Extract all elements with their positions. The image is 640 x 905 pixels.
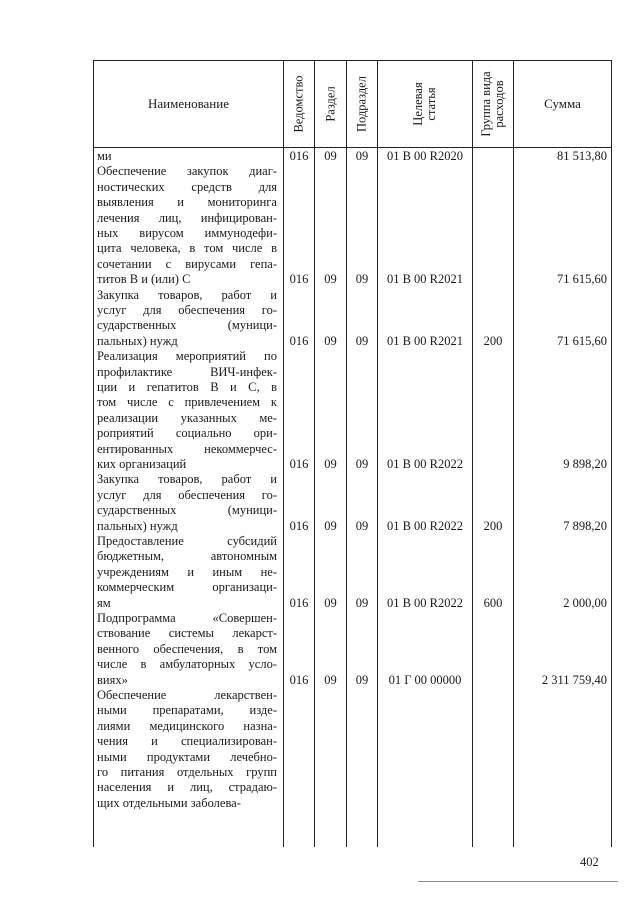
header-grp-line-2: расходов (492, 80, 506, 128)
row-name-line: сударственных (муници- (97, 503, 277, 518)
cell-sum: 9 898,20 (563, 457, 607, 471)
cell-ved: 016 (289, 595, 309, 610)
header-sum (514, 61, 611, 147)
row-name-line: сударственных (муници- (97, 318, 277, 333)
row-name-line: профилактике ВИЧ-инфек- (97, 364, 277, 379)
cell-sum: 2 311 759,40 (541, 672, 607, 687)
cell-razd: 09 (324, 672, 337, 687)
cell-cel: 01 Г 00 00000 (388, 672, 462, 687)
row-name-line: пальных) нужд (97, 518, 178, 533)
cell-sum: 71 615,60 (557, 333, 607, 348)
header-divider (93, 147, 612, 148)
row-name-line: титов В и (или) С (97, 272, 191, 287)
row-name-line: лечения лиц, инфицирован- (97, 210, 277, 225)
cell-cel: 01 В 00 R2021 (386, 333, 464, 348)
header-cel (378, 61, 472, 147)
row-name-line: Закупка товаров, работ и (97, 472, 277, 487)
cell-ved: 016 (289, 149, 309, 163)
cell-razd: 09 (324, 272, 337, 287)
row-name-line: том числе с привлечением к (97, 395, 277, 410)
column-divider (346, 60, 347, 847)
row-name-line: ствование системы лекарст- (97, 626, 277, 641)
row-name-line: сочетании с вирусами гепа- (97, 256, 277, 271)
row-name-line: виях» (97, 672, 128, 687)
table-border-left (93, 60, 94, 847)
row-name-line: цита человека, в том числе в (97, 241, 277, 256)
column-divider (513, 60, 514, 847)
cell-grp: 600 (483, 595, 503, 610)
cell-podr: 09 (355, 518, 369, 533)
row-name-line: ностических средств для (97, 179, 277, 194)
header-grp-line-1: Группа вида (479, 71, 493, 137)
cell-sum: 81 513,80 (557, 149, 607, 163)
row-name (97, 688, 277, 811)
header-podr-label: Подраздел (354, 76, 369, 132)
header-razd (315, 61, 346, 147)
row-name-line: Подпрограмма «Совершен- (97, 611, 277, 625)
row-name-line: коммерческим организаци- (97, 580, 277, 595)
cell-grp: 200 (483, 518, 503, 533)
table-border-right (611, 60, 612, 847)
cell-razd: 09 (324, 149, 337, 163)
cell-ved: 016 (289, 672, 309, 687)
row-name (97, 611, 277, 688)
cell-podr: 09 (355, 595, 369, 610)
row-name-line: ции и гепатитов В и С, в (97, 380, 277, 394)
column-divider (377, 60, 378, 847)
page-number: 402 (580, 855, 599, 869)
row-name (97, 472, 277, 534)
row-name-line: ми (97, 149, 112, 163)
cell-podr: 09 (355, 457, 369, 471)
row-name-line: услуг для обеспечения го- (97, 487, 277, 502)
row-name-line: Предоставление субсидий (97, 534, 277, 548)
cell-sum: 7 898,20 (563, 518, 607, 533)
header-cel-label (412, 82, 438, 125)
row-name-line: числе в амбулаторных усло- (97, 657, 277, 672)
header-sum-label: Сумма (544, 96, 581, 111)
row-name-line: ными препаратами, изде- (97, 703, 277, 718)
cell-cel: 01 В 00 R2022 (386, 595, 464, 610)
cell-grp: 200 (483, 333, 503, 348)
cell-sum: 2 000,00 (563, 595, 607, 610)
cell-cel: 01 В 00 R2021 (386, 272, 464, 287)
row-name-line: бюджетным, автономным (97, 549, 277, 564)
row-name-line: ных вирусом иммунодефи- (97, 226, 277, 241)
row-name-line: ям (97, 595, 111, 610)
row-name-line: реализации указанных ме- (97, 410, 277, 425)
row-name-line: венного обеспечения, в том (97, 641, 277, 656)
row-name-line: щих отдельными заболева- (97, 795, 241, 810)
cell-sum: 71 615,60 (557, 272, 607, 287)
row-name-line: ких организаций (97, 457, 187, 472)
cell-ved: 016 (289, 272, 309, 287)
row-name-line: ными продуктами лечебно- (97, 749, 277, 764)
header-ved (284, 61, 314, 147)
header-name-label: Наименование (148, 96, 229, 111)
column-divider (472, 60, 473, 847)
cell-cel: 01 В 00 R2022 (386, 518, 464, 533)
row-name-line: ентированных некоммерчес- (97, 441, 277, 456)
row-name (97, 534, 277, 611)
row-name-line: лиями медицинского назна- (97, 718, 277, 733)
cell-podr: 09 (355, 672, 369, 687)
cell-cel: 01 В 00 R2020 (386, 149, 464, 163)
cell-razd: 09 (324, 457, 337, 471)
row-name (97, 288, 277, 350)
row-name-line: Закупка товаров, работ и (97, 287, 277, 302)
row-name-line: Обеспечение закупок диаг- (97, 164, 277, 179)
row-name (97, 164, 277, 287)
cell-cel: 01 В 00 R2022 (386, 457, 464, 471)
footer-rule (418, 881, 618, 882)
budget-table (93, 60, 612, 847)
cell-razd: 09 (324, 595, 337, 610)
header-ved-label: Ведомство (291, 75, 306, 133)
header-grp-label (480, 71, 506, 136)
column-divider (283, 60, 284, 847)
row-name-line: чения и специализирован- (97, 734, 277, 749)
header-razd-label: Раздел (323, 86, 337, 122)
row-name (97, 349, 277, 472)
row-name (97, 149, 277, 164)
cell-razd: 09 (324, 518, 337, 533)
cell-ved: 016 (289, 333, 309, 348)
cell-ved: 016 (289, 457, 309, 471)
row-name-line: Обеспечение лекарствен- (97, 688, 277, 702)
header-grp (473, 61, 513, 147)
column-divider (314, 60, 315, 847)
row-name-line: Реализация мероприятий по (97, 349, 277, 364)
header-name (94, 61, 283, 147)
cell-podr: 09 (355, 149, 369, 163)
cell-razd: 09 (324, 333, 337, 348)
row-name-line: населения и лиц, страдаю- (97, 780, 277, 795)
cell-podr: 09 (355, 333, 369, 348)
cell-ved: 016 (289, 518, 309, 533)
row-name-line: учреждениям и иным не- (97, 564, 277, 579)
row-name-line: выявления и мониторинга (97, 195, 277, 210)
row-name-line: го питания отдельных групп (97, 765, 277, 780)
header-cel-line-1: Целевая (411, 82, 425, 126)
header-podr (347, 61, 377, 147)
row-name-line: роприятий социально ори- (97, 426, 277, 441)
row-name-line: услуг для обеспечения го- (97, 303, 277, 317)
header-cel-line-2: статья (424, 87, 438, 121)
row-name-line: пальных) нужд (97, 333, 178, 348)
cell-podr: 09 (355, 272, 369, 287)
